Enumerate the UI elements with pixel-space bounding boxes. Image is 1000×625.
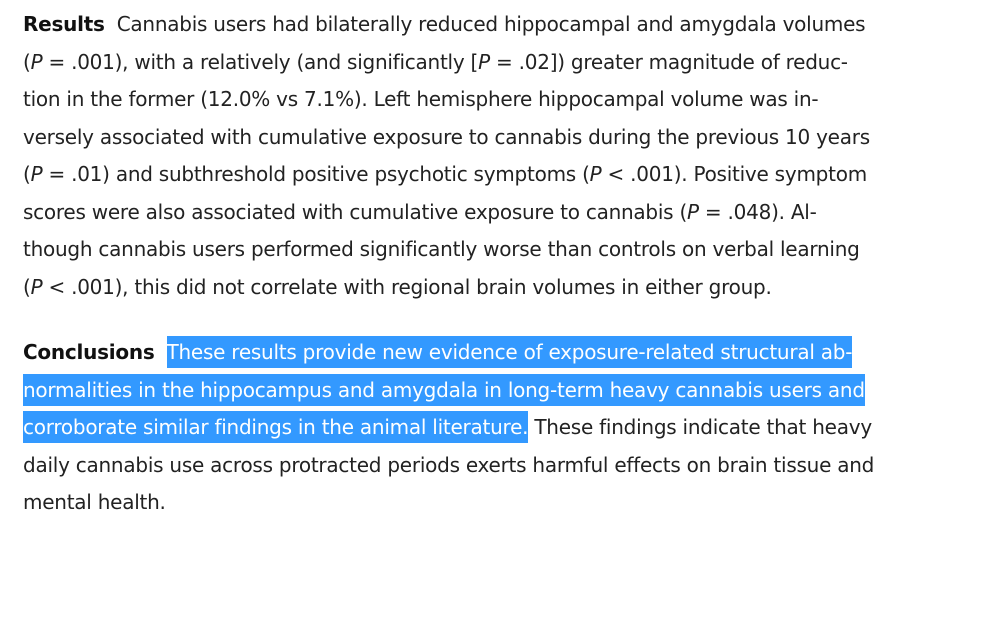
results-section: [23, 6, 983, 306]
results-line-2[interactable]: (P = .001), with a relatively (and significantly [P = .02]) greater magnitude of reduc-: [23, 49, 848, 74]
results-heading: Results: [23, 12, 105, 36]
results-line-1[interactable]: [23, 6, 983, 44]
conclusions-section: [23, 334, 983, 522]
results-line-6[interactable]: scores were also associated with cumulative exposure to cannabis (P = .048). Al-: [23, 199, 817, 224]
selected-text[interactable]: corroborate similar findings in the animal literature.: [23, 411, 528, 443]
results-line-3[interactable]: tion in the former (12.0% vs 7.1%). Left hemisphere hippocampal volume was in-: [23, 87, 819, 111]
conclusions-line-3[interactable]: [23, 409, 983, 447]
conclusions-line-5[interactable]: mental health.: [23, 490, 166, 514]
results-line-8[interactable]: (P < .001), this did not correlate with regional brain volumes in either group.: [23, 274, 772, 299]
results-text[interactable]: Cannabis users had bilaterally reduced hippocampal and amygdala volumes: [116, 12, 866, 36]
conclusions-line-2[interactable]: [23, 372, 983, 410]
abstract-excerpt: [23, 6, 983, 522]
selected-text[interactable]: These results provide new evidence of exposure-related structural ab-: [167, 336, 853, 368]
conclusions-line-4[interactable]: daily cannabis use across protracted periods exerts harmful effects on brain tissue and: [23, 452, 875, 477]
conclusions-text[interactable]: These findings indicate that heavy: [528, 415, 872, 439]
results-line-5[interactable]: (P = .01) and subthreshold positive psychotic symptoms (P < .001). Positive symptom: [23, 162, 867, 186]
conclusions-line-1[interactable]: [23, 334, 983, 372]
conclusions-heading: Conclusions: [23, 340, 155, 364]
results-line-4[interactable]: versely associated with cumulative exposure to cannabis during the previous 10 years: [23, 124, 870, 149]
selected-text[interactable]: normalities in the hippocampus and amygdala in long-term heavy cannabis users and: [23, 374, 865, 406]
results-line-7[interactable]: though cannabis users performed significantly worse than controls on verbal learning: [23, 237, 860, 261]
